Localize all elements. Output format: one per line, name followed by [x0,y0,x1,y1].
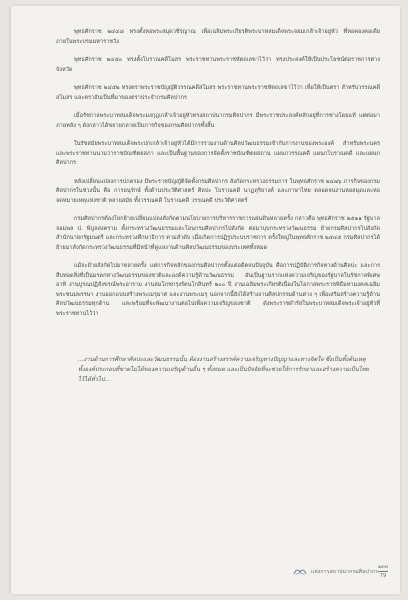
paragraph: พุทธศักราช ๒๔๕๒ ทรงตราพระราชบัญญัติวรรณคดีสโมสร พระราชทานพระราชหัตถเลขาไว้ว่า เพื่อให้เป็นตรา สำหรับวรรณคดีสโมสร และตราอันเป็นที่มาของตราประจำกรมศิลปากร [56,85,380,101]
document-body [56,18,380,385]
page-number: 79 [379,573,387,579]
page-number-divider [378,571,388,572]
royal-quote: ...งานด้านการศึกษาศิลปะและวัฒนธรรมนั้น ต้องงานสร้างสรรค์ความเจริญทางปัญญาและทางจิตใจ ซึ่งเป็นทั้งต้นเหตุ ทั้งองค์ประกอบที่ขาดไม่ได้ของความเจริญด้านอื่น ๆ ทั้งหมด และเป็นปัจจัยที่จะช่วยให้การรักษาและสร้างความเป็นไทยไว้ได้ทั่วไป... [78,357,369,383]
paragraph: พุทธศักราช ๒๔๕๐ ทรงตั้งโบราณคดีโมสร พระราชทานพระราชหัตถเลขาไว้ว่า ทรงประสงค์ให้เป็นประโยชน์ต่อราชการต่างจังหวัด [56,57,380,73]
paragraph: แม้จะย้ายสังกัดไปมาหลายครั้ง แต่การกิจหลักของกรมศิลปากรตั้งแต่อดีตจนปัจจุบัน คือการปฏิบัติภารกิจทางด้านศิลปะ และการสืบทอดสิ่งที่เป็นมรดกทางวัฒนธรรมของชาติและองค์ความรู้ด้านวัฒนธรรม อันเป็นฐานรากแห่งความเจริญของรัฐบาลในรัชกาลพิเศษ อาทิ งานบูรณปฏิสังขรณ์พระอาราม งานสมโภชกรุงรัตนโกสินทร์ ๒๐๐ ปี งานเฉลิมพระเกียรติเนื่องในโอกาสพระราชพิธีมหามงคลเฉลิมพระชนมพรรษา งานออกแบบสร้างพระเมรุมาศ และงานพระเมรุ นอกจากนี้ยังได้สร้างงานศิลปกรรมด้านต่าง ๆ เพื่อเสริมสร้างความรู้ด้านศิลปวัฒนธรรมทุกด้าน และพร้อมที่จะพัฒนางานต่อไปเพื่อความเจริญของชาติ ดังพระราชดำรัสในพระบาทสมเด็จพระเจ้าอยู่หัวที่พระราชทานไว้ว่า [56,263,380,317]
fine-arts-department-logo-icon [293,567,307,577]
page-number-block [378,564,388,579]
paragraph: หลังเปลี่ยนแปลงการปกครอง มีพระราชบัญญัติจัดตั้งกรมศิลปากร สังกัดกระทรวงธรรมการ ในพุทธศักราช ๒๔๗๖ ภารกิจของกรมศิลปากรในช่วงนั้น คือ การอนุรักษ์ ทั้งด้านประวัติศาสตร์ ศิลปะ โบราณคดี นาฏดุริยางค์ และภาษาไทย ตลอดจนงานหอสมุดและหอจดหมายเหตุแห่งชาติ หลายสมัย ทั้งวรรณคดี โบราณคดี วรรณคดี ประวัติศาสตร์ [56,178,380,204]
page-edge-divider [10,6,11,594]
paragraph: พุทธศักราช ๒๔๔๘ ทรงตั้งหอพระสมุดวชิรญาณ เพื่อเฉลิมพระเกียรติพระบาทสมเด็จพระจอมเกล้าเจ้าอยู่หัว ที่หอคองคอเดีย ภายในพระบรมมหาราชวัง [56,29,380,45]
paragraph: กรมศิลปากรต้องโยกย้ายเปลี่ยนแปลงสังกัดตามนโยบายการบริหารราชการแผ่นดินหลายครั้ง กล่าวคือ พุทธศักราช ๒๕๑๑ รัฐบาลจอมพล ป. พิบูลสงคราม ตั้งกระทรวงวัฒนธรรมและโอนกรมศิลปากรไปสังกัด ต่อมาบุบกระทรวงวัฒนธรรม ย้ายกรมศิลปากรไปสังกัดสำนักนายกรัฐมนตรี และกระทรวงศึกษาธิการ ตามลำดับ เมื่อเกิดการปฏิรูประบบราชการ ครั้งใหญ่ในพุทธศักราช ๒๕๔๕ กรมศิลปากรได้ย้ายมาสังกัดกระทรวงวัฒนธรรมที่มีหน้าที่ดูแลงานด้านศิลปวัฒนธรรมของประเทศทั้งหมด [56,216,380,251]
page-footer [200,562,390,582]
page-label: ๑๓๓ [377,564,388,570]
paragraph: ในรัชสมัยพระบาทสมเด็จพระปกเกล้าเจ้าอยู่หัวได้มีการรวมงานด้านศิลปวัฒนธรรมเข้ากับการงานของพระองค์ สำหรับพระนคร และพระราชทานนามว่าราชบัณฑิตยสภา และเป็นพื้นฐานของการจัดตั้งราชบัณฑิตยสถาน แผนกวรรณคดี แผนกโบราณคดี และแผนกศิลปากร [56,141,380,166]
footer-caption: แห่งการสถาปนากรมศิลปากร [310,569,378,575]
document-page [10,6,400,594]
paragraph: เมื่อรัชกาลพระบาทสมเด็จพระมงกุฎเกล้าเจ้าอยู่หัวทรงสถาปนากรมศิลปากร มีพระราชประสงค์หลักอยู่ที่การช่างโดยแท้ แต่ต่อมาภายหลัง ๆ ดังกล่าวได้ขยายกลายเป็นการกิจของกรมศิลปากรทั้งสิ้น [56,113,380,129]
